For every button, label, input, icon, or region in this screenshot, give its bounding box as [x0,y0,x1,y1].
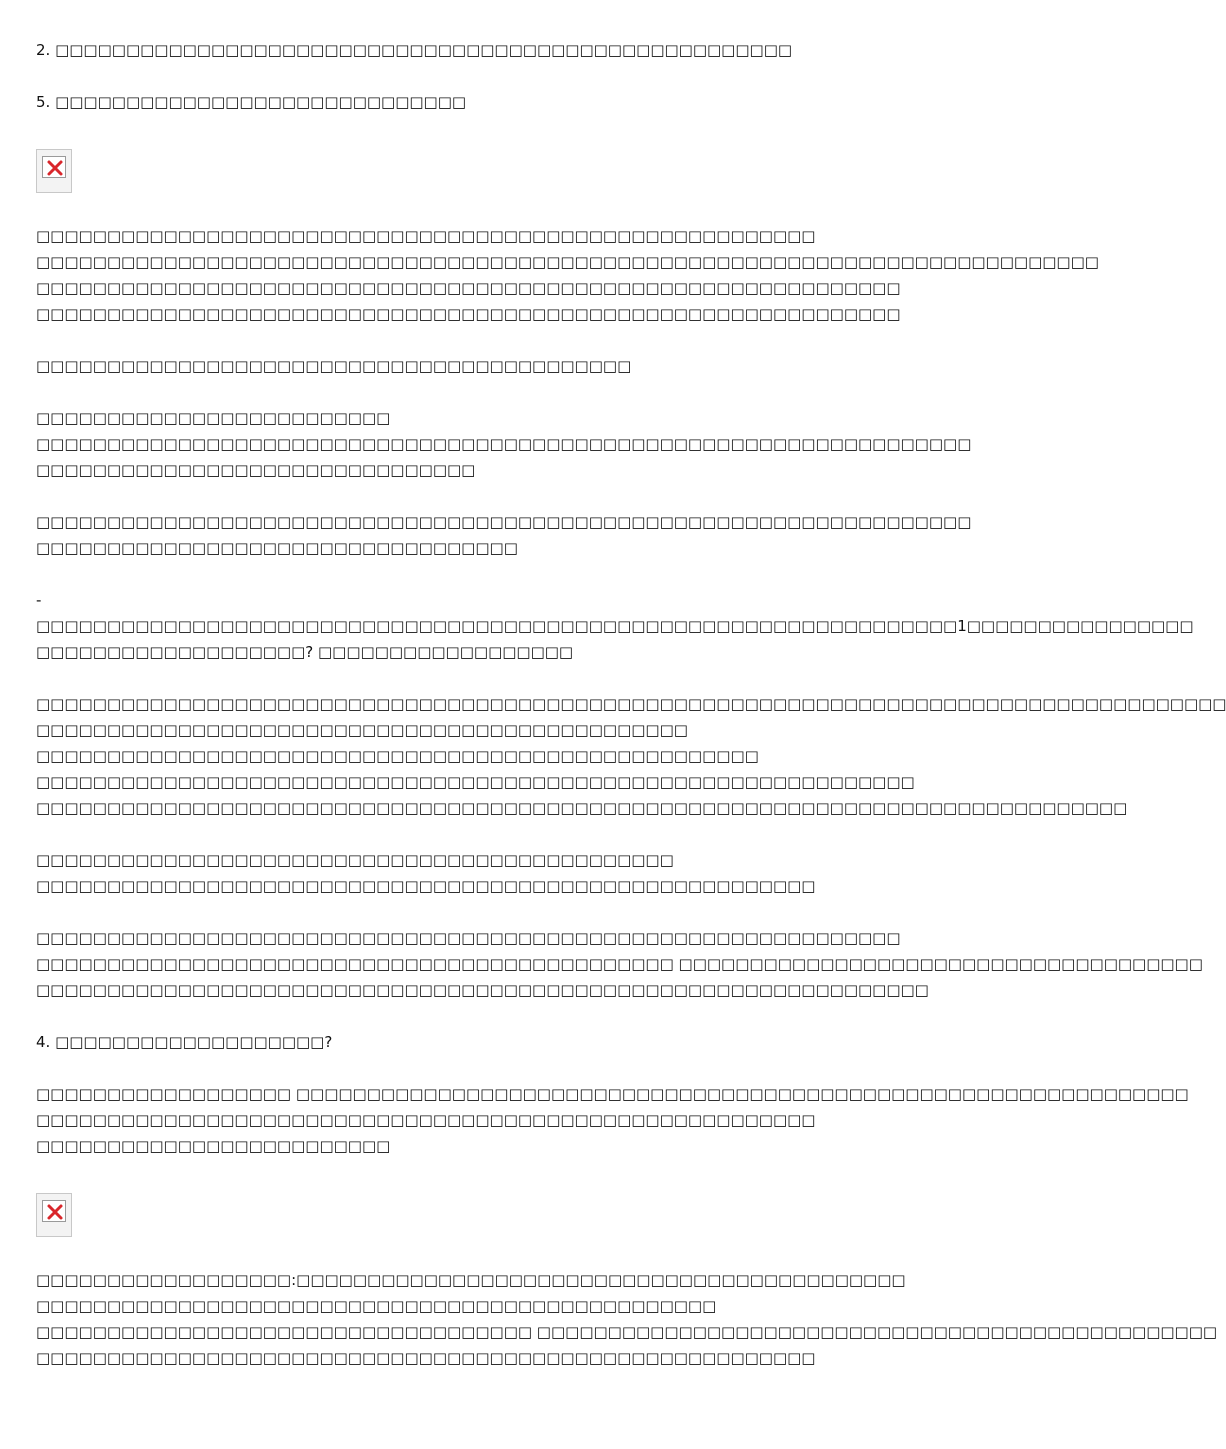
paragraph-line: □□□□□□□□□□□□□□□□□□□□□□□□□□□□□□□□□□□□□□□□□□□□□□□□□□□□□□□□□□□□□ [36,929,901,947]
paragraph-gap [36,193,988,223]
paragraph-line: □□□□□□□□□□□□□□□□□□□□□□□□□□□□□□□□□□□□□□□□□□□□□□□□□□□□□□□□□□□□□ [36,279,901,297]
paragraph-gap [36,821,988,847]
dash-marker: - [36,591,42,609]
close-icon [46,160,64,176]
document-body [36,37,1226,1371]
paragraph-gap [36,379,988,405]
paragraph-gap [36,1003,988,1029]
list-item-4: 4. □□□□□□□□□□□□□□□□□□□? [36,1033,333,1051]
paragraph-gap [36,115,988,145]
paragraph-line: □□□□□□□□□□□□□□□□□□□□□□□□□□□□□□□□□□□□□□□□□□□□□□□□□□□□□□□□□□□□□□□ [36,981,929,999]
paragraph-line: □□□□□□□□□□□□□□□□□□ □□□□□□□□□□□□□□□□□□□□□□□□□□□□□□□□□□□□□□□□□□□□□□□□□□□□□□□□□□□□□□□ [36,1085,1189,1103]
paragraph-gap [36,899,988,925]
paragraph-line: □□□□□□□□□□□□□□□□□□□□□□□□□□□□□□□□□□□□□□□□□□□□□ □□□□□□□□□□□□□□□□□□□□□□□□□□□□□□□□□□□□□ [36,955,1203,973]
paragraph-line: □□□□□□□□□□□□□□□□□□□□□□□□□□□□□□□□□□□□□□□□□□□□□□□□□□□□□□□□□□□□□□ [36,773,915,791]
paragraph-line: □□□□□□□□□□□□□□□□□□□□□□□□□□□□□□□□□□□□□□□□□□□□□□□□□□□□□□□□□□□□□□□□□□ [36,513,972,531]
broken-image-icon [36,1193,72,1237]
paragraph-gap [36,483,988,509]
close-icon [46,1204,64,1220]
paragraph-gap [36,665,988,691]
paragraph-line: □□□□□□□□□□□□□□□□□□□□□□□□□□□□□□□□□□□□□□□□□□□□□□□□□□□□□□□ [36,1349,816,1367]
paragraph-line: □□□□□□□□□□□□□□□□□□□□□□□□□□□□□□□□□□□□□□□□□□□□□□ [36,721,688,739]
paragraph-gap [36,327,988,353]
paragraph-line: □□□□□□□□□□□□□□□□□□□□□□□□□□□□□□□□□□□□□□□□□□ [36,357,632,375]
paragraph-line: □□□□□□□□□□□□□□□□□□□? □□□□□□□□□□□□□□□□□□ [36,643,574,661]
list-item-5: 5. □□□□□□□□□□□□□□□□□□□□□□□□□□□□□ [36,93,467,111]
paragraph-line: □□□□□□□□□□□□□□□□□□□□□□□□□□□□□□□□□□□□□□□□□□□□□□□□□□□□□□□ [36,227,816,245]
paragraph-line: □□□□□□□□□□□□□□□□□□□□□□□□□□□□□□□□□□□□□□□□□□□□□□□□□□□□□□□□□□□□□ [36,305,901,323]
paragraph-line: □□□□□□□□□□□□□□□□□□□□□□□□□ [36,1137,391,1155]
paragraph-line: □□□□□□□□□□□□□□□□□□□□□□□□□□□□□□□□□□ [36,539,518,557]
paragraph-line: □□□□□□□□□□□□□□□□□□□□□□□□□□□□□□□□□□□□□□□□□□□□□□□□□□□□□□□□□□□□□□□□□□□□□□□□□□□ [36,253,1099,271]
paragraph-gap [36,63,988,89]
paragraph-gap [36,561,988,587]
list-item-2: 2. □□□□□□□□□□□□□□□□□□□□□□□□□□□□□□□□□□□□□□□□□□□□□□□□□□□□ [36,41,793,59]
paragraph-line: □□□□□□□□□□□□□□□□□□□□□□□□□□□□□□□□□□□□□□□□□□□□□□□□□□□□□□□□□□□□□□□□□□□□□□□□□□□□□□□□□□□□ [36,695,1226,713]
paragraph-line: □□□□□□□□□□□□□□□□□□:□□□□□□□□□□□□□□□□□□□□□□□□□□□□□□□□□□□□□□□□□□□ [36,1271,906,1289]
paragraph-line: □□□□□□□□□□□□□□□□□□□□□□□□□□□□□□□□□□□□□□□□□□□□□□□□□□□□□□□□□□□□□□□□□□ [36,435,972,453]
broken-image-icon [36,149,72,193]
paragraph-line: □□□□□□□□□□□□□□□□□□□□□□□□□□□□□□□□□□□□□□□□□□□□□ [36,851,674,869]
paragraph-line: □□□□□□□□□□□□□□□□□□□□□□□□□□□□□□□□□□□□□□□□□□□□□□□□ [36,1297,717,1315]
paragraph-line: □□□□□□□□□□□□□□□□□□□□□□□□□□□□□□□□□□□□□□□□□□□□□□□□□□□ [36,747,759,765]
paragraph-gap [36,1237,988,1267]
paragraph-line: □□□□□□□□□□□□□□□□□□□□□□□□□ [36,409,391,427]
paragraph-gap [36,1159,988,1189]
paragraph-line: □□□□□□□□□□□□□□□□□□□□□□□□□□□□□□□□□□□□□□□□□□□□□□□□□□□□□□□□□□□□□□□□□1□□□□□□□□□□□□□□□□ [36,617,1194,635]
paragraph-line: □□□□□□□□□□□□□□□□□□□□□□□□□□□□□□□ [36,461,476,479]
paragraph-gap [36,1055,988,1081]
paragraph-line: □□□□□□□□□□□□□□□□□□□□□□□□□□□□□□□□□□□□□□□□□□□□□□□□□□□□□□□ [36,1111,816,1129]
paragraph-line: □□□□□□□□□□□□□□□□□□□□□□□□□□□□□□□□□□□ □□□□□□□□□□□□□□□□□□□□□□□□□□□□□□□□□□□□□□□□□□□□□□□□ [36,1323,1218,1341]
paragraph-line: □□□□□□□□□□□□□□□□□□□□□□□□□□□□□□□□□□□□□□□□□□□□□□□□□□□□□□□□□□□□□□□□□□□□□□□□□□□□□ [36,799,1128,817]
paragraph-line: □□□□□□□□□□□□□□□□□□□□□□□□□□□□□□□□□□□□□□□□□□□□□□□□□□□□□□□ [36,877,816,895]
